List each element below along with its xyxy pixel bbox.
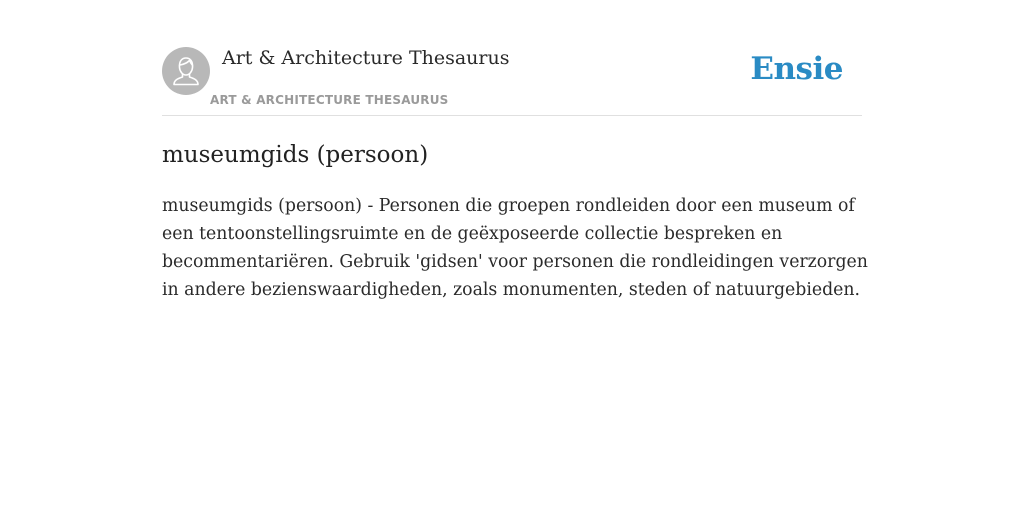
- user-icon: [162, 47, 210, 95]
- author-subtitle[interactable]: ART & ARCHITECTURE THESAURUS: [210, 93, 449, 107]
- definition-line: een tentoonstellingsruimte en de geëxposeerde collectie bespreken en: [162, 224, 783, 244]
- page-container: [162, 0, 868, 300]
- page-title: museumgids (persoon): [162, 142, 429, 168]
- definition-text: [162, 192, 868, 304]
- brand-logo[interactable]: Ensie: [750, 51, 843, 87]
- avatar[interactable]: [162, 47, 210, 95]
- definition-line: becommentariëren. Gebruik 'gidsen' voor personen die rondleidingen verzorgen: [162, 252, 868, 272]
- definition-line: in andere bezienswaardigheden, zoals monumenten, steden of natuurgebieden.: [162, 280, 861, 300]
- author-name[interactable]: Art & Architecture Thesaurus: [222, 47, 510, 69]
- author-header: [162, 0, 862, 116]
- definition-line: museumgids (persoon) - Personen die groepen rondleiden door een museum of: [162, 196, 855, 216]
